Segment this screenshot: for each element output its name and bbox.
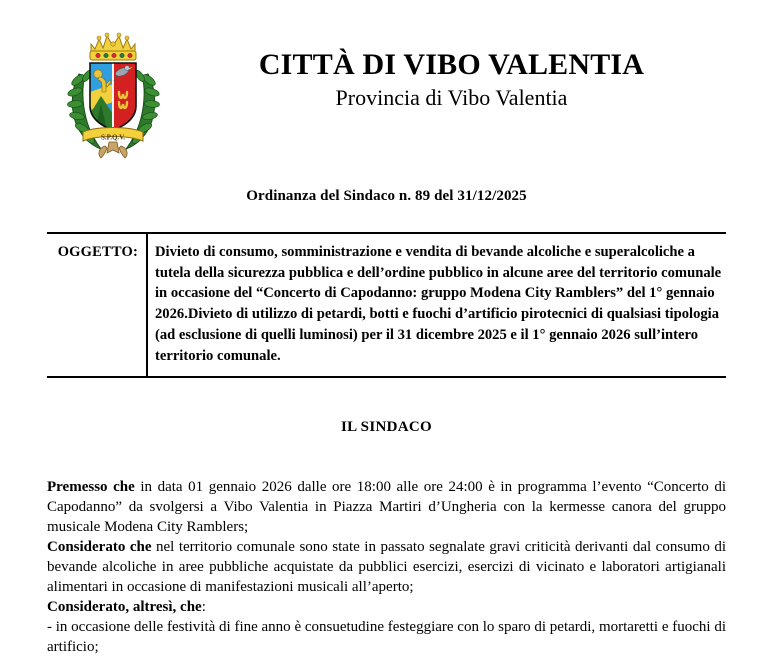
considerato-altresi-colon: : xyxy=(201,598,206,615)
oggetto-label-cell xyxy=(47,234,148,376)
ordinance-heading: Ordinanza del Sindaco n. 89 del 31/12/2025 xyxy=(246,188,527,204)
city-title: CITTÀ DI VIBO VALENTIA xyxy=(258,48,645,81)
oggetto-body-cell xyxy=(148,234,726,376)
coat-of-arms-icon xyxy=(65,22,162,162)
considerato-lead: Considerato che xyxy=(47,539,152,556)
paragraph-bullet-one: - in occasione delle festività di fine anno è consuetudine festeggiare con lo sparo di petardi, mortaretti e fuochi di artificio; xyxy=(47,618,726,655)
emblem-motto-text: S.P.Q.V. xyxy=(100,133,126,142)
oggetto-label: OGGETTO: xyxy=(57,244,138,260)
letterhead-titles xyxy=(177,48,726,111)
paragraph-considerato-altresi xyxy=(47,598,726,618)
paragraph-premesso xyxy=(47,478,726,538)
sindaco-heading: IL SINDACO xyxy=(341,419,432,436)
province-title: Provincia di Vibo Valentia xyxy=(335,84,568,110)
letterhead xyxy=(47,0,726,168)
considerato-text: nel territorio comunale sono state in passato segnalate gravi criticità derivanti dal consumo di bevande alcoliche in aree pubbliche acquistate da pubblici esercizi, esercizi di vicinato e laboratori artigianali alimentari in occasione di manifestazioni musicali all’aperto; xyxy=(47,539,726,595)
oggetto-table xyxy=(47,232,726,378)
body-block xyxy=(47,478,726,657)
considerato-altresi-lead: Considerato, altresì, che xyxy=(47,598,202,615)
paragraph-considerato xyxy=(47,538,726,598)
oggetto-text: Divieto di consumo, somministrazione e vendita di bevande alcoliche e superalcoliche a tutela della sicurezza pubblica e dell’ordine pubblico in alcune aree del territorio comunale in occasione del “Concerto di Capodanno: gruppo Modena City Ramblers” del 1° gennaio 2026.Divieto di utilizzo di petardi, botti e fuochi d’artificio pirotecnici di qualsiasi tipologia (ad esclusione di quelli luminosi) per il 31 dicembre 2025 e il 1° gennaio 2026 sull’intero territorio comunale. xyxy=(155,244,722,364)
premesso-lead: Premesso che xyxy=(47,479,135,496)
premesso-text: in data 01 gennaio 2026 dalle ore 18:00 alle ore 24:00 è in programma l’evento “Concerto di Capodanno” da svolgersi a Vibo Valentia in Piazza Martiri d’Ungheria con la kermesse canora del gruppo musicale Modena City Ramblers; xyxy=(47,479,726,536)
